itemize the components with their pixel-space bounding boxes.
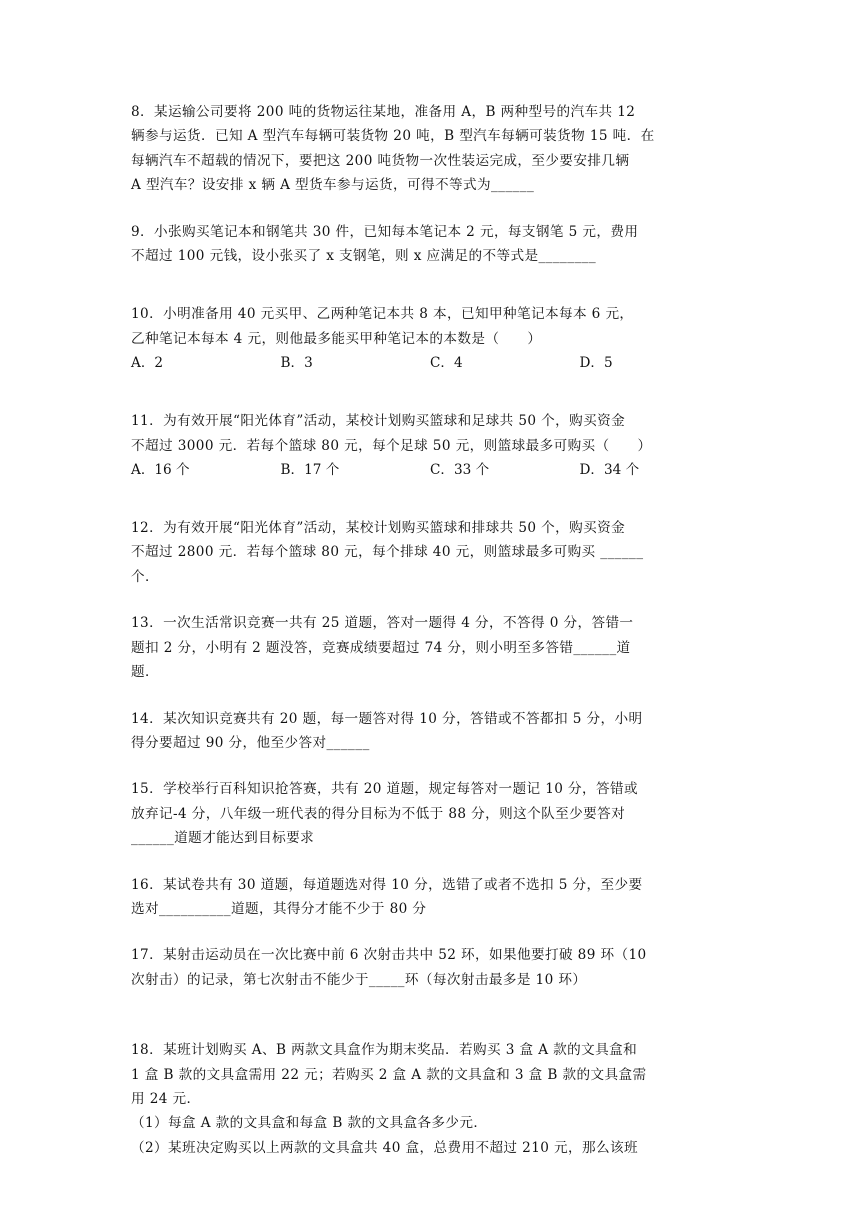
question-line: 15．学校举行百科知识抢答赛，共有 20 道题，规定每答对一题记 10 分，答错或 bbox=[131, 781, 638, 798]
question-11 bbox=[131, 409, 729, 458]
question-line: 个． bbox=[131, 568, 159, 585]
question-line: 用 24 元． bbox=[131, 1090, 201, 1107]
question-10 bbox=[131, 302, 729, 351]
question-line: 不超过 100 元钱，设小张买了 x 支钢笔，则 x 应满足的不等式是________ bbox=[131, 248, 597, 265]
question-line: 不超过 2800 元．若每个篮球 80 元，每个排球 40 元，则篮球最多可购买 ______ bbox=[131, 544, 644, 561]
question-line: 14．某次知识竞赛共有 20 题，每一题答对得 10 分，答错或不答都扣 5 分，小明 bbox=[131, 710, 643, 727]
question-line: 每辆汽车不超载的情况下，要把这 200 吨货物一次性装运完成，至少要安排几辆 bbox=[131, 152, 630, 169]
document-page bbox=[131, 100, 729, 1160]
question-line: 9．小张购买笔记本和钢笔共 30 件，已知每本笔记本 2 元，每支钢笔 5 元，费用 bbox=[131, 223, 639, 240]
question-18 bbox=[131, 1038, 729, 1160]
question-16 bbox=[131, 873, 729, 922]
question-9 bbox=[131, 220, 729, 269]
question-line: 16．某试卷共有 30 道题，每道题选对得 10 分，选错了或者不选扣 5 分，至少要 bbox=[131, 876, 643, 893]
choice-c: C．4 bbox=[430, 355, 463, 372]
question-line: 11．为有效开展“阳光体育”活动，某校计划购买篮球和足球共 50 个，购买资金 bbox=[131, 413, 626, 430]
question-line: A 型汽车？设安排 x 辆 A 型货车参与运货，可得不等式为______ bbox=[131, 177, 535, 194]
choice-a: A．16 个 bbox=[131, 462, 190, 479]
question-14 bbox=[131, 707, 729, 756]
question-line: 题． bbox=[131, 664, 159, 681]
choice-b: B．17 个 bbox=[280, 462, 340, 479]
choices-10 bbox=[131, 351, 729, 375]
question-line: 12．为有效开展“阳光体育”活动，某校计划购买篮球和排球共 50 个，购买资金 bbox=[131, 520, 626, 537]
question-line: 得分要超过 90 分，他至少答对______ bbox=[131, 734, 370, 751]
question-line: 次射击）的记录，第七次射击不能少于_____环（每次射击最多是 10 环） bbox=[131, 971, 587, 988]
question-line: 8．某运输公司要将 200 吨的货物运往某地，准备用 A，B 两种型号的汽车共 12 bbox=[131, 104, 636, 120]
question-15 bbox=[131, 777, 729, 850]
question-line: 17．某射击运动员在一次比赛中前 6 次射击共中 52 环，如果他要打破 89 环（10 bbox=[131, 947, 647, 964]
question-subpart-2: （2）某班决定购买以上两款的文具盒共 40 盒，总费用不超过 210 元，那么该班 bbox=[131, 1139, 638, 1156]
question-line: 乙种笔记本每本 4 元，则他最多能买甲种笔记本的本数是（ ） bbox=[131, 330, 542, 347]
question-line: 1 盒 B 款的文具盒需用 22 元；若购买 2 盒 A 款的文具盒和 3 盒 B 款的文具盒需 bbox=[131, 1066, 647, 1083]
choices-11 bbox=[131, 458, 729, 482]
question-8 bbox=[131, 100, 729, 198]
question-line: ______道题才能达到目标要求 bbox=[131, 830, 315, 847]
question-line: 选对__________道题，其得分才能不少于 80 分 bbox=[131, 900, 427, 917]
question-line: 题扣 2 分，小明有 2 题没答，竞赛成绩要超过 74 分，则小明至多答错______道 bbox=[131, 639, 631, 656]
choice-d: D．5 bbox=[579, 355, 613, 372]
choice-a: A．2 bbox=[131, 355, 164, 372]
question-line: 10．小明准备用 40 元买甲、乙两种笔记本共 8 本，已知甲种笔记本每本 6 元， bbox=[131, 306, 634, 323]
question-line: 辆参与运货．已知 A 型汽车每辆可装货物 20 吨，B 型汽车每辆可装货物 15 吨．在 bbox=[131, 128, 655, 145]
question-line: 放弃记-4 分，八年级一班代表的得分目标为不低于 88 分，则这个队至少要答对 bbox=[131, 805, 626, 822]
choice-c: C．33 个 bbox=[430, 462, 490, 479]
question-subpart-1: （1）每盒 A 款的文具盒和每盒 B 款的文具盒各多少元． bbox=[131, 1115, 488, 1132]
choice-d: D．34 个 bbox=[579, 462, 640, 479]
question-line: 18．某班计划购买 A、B 两款文具盒作为期末奖品．若购买 3 盒 A 款的文具盒和 bbox=[131, 1042, 638, 1059]
question-13 bbox=[131, 611, 729, 684]
question-line: 13．一次生活常识竞赛一共有 25 道题，答对一题得 4 分，不答得 0 分，答错一 bbox=[131, 615, 634, 632]
question-line: 不超过 3000 元．若每个篮球 80 元，每个足球 50 元，则篮球最多可购买（ ） bbox=[131, 437, 652, 454]
question-17 bbox=[131, 943, 729, 992]
choice-b: B．3 bbox=[280, 355, 313, 372]
question-12 bbox=[131, 516, 729, 589]
